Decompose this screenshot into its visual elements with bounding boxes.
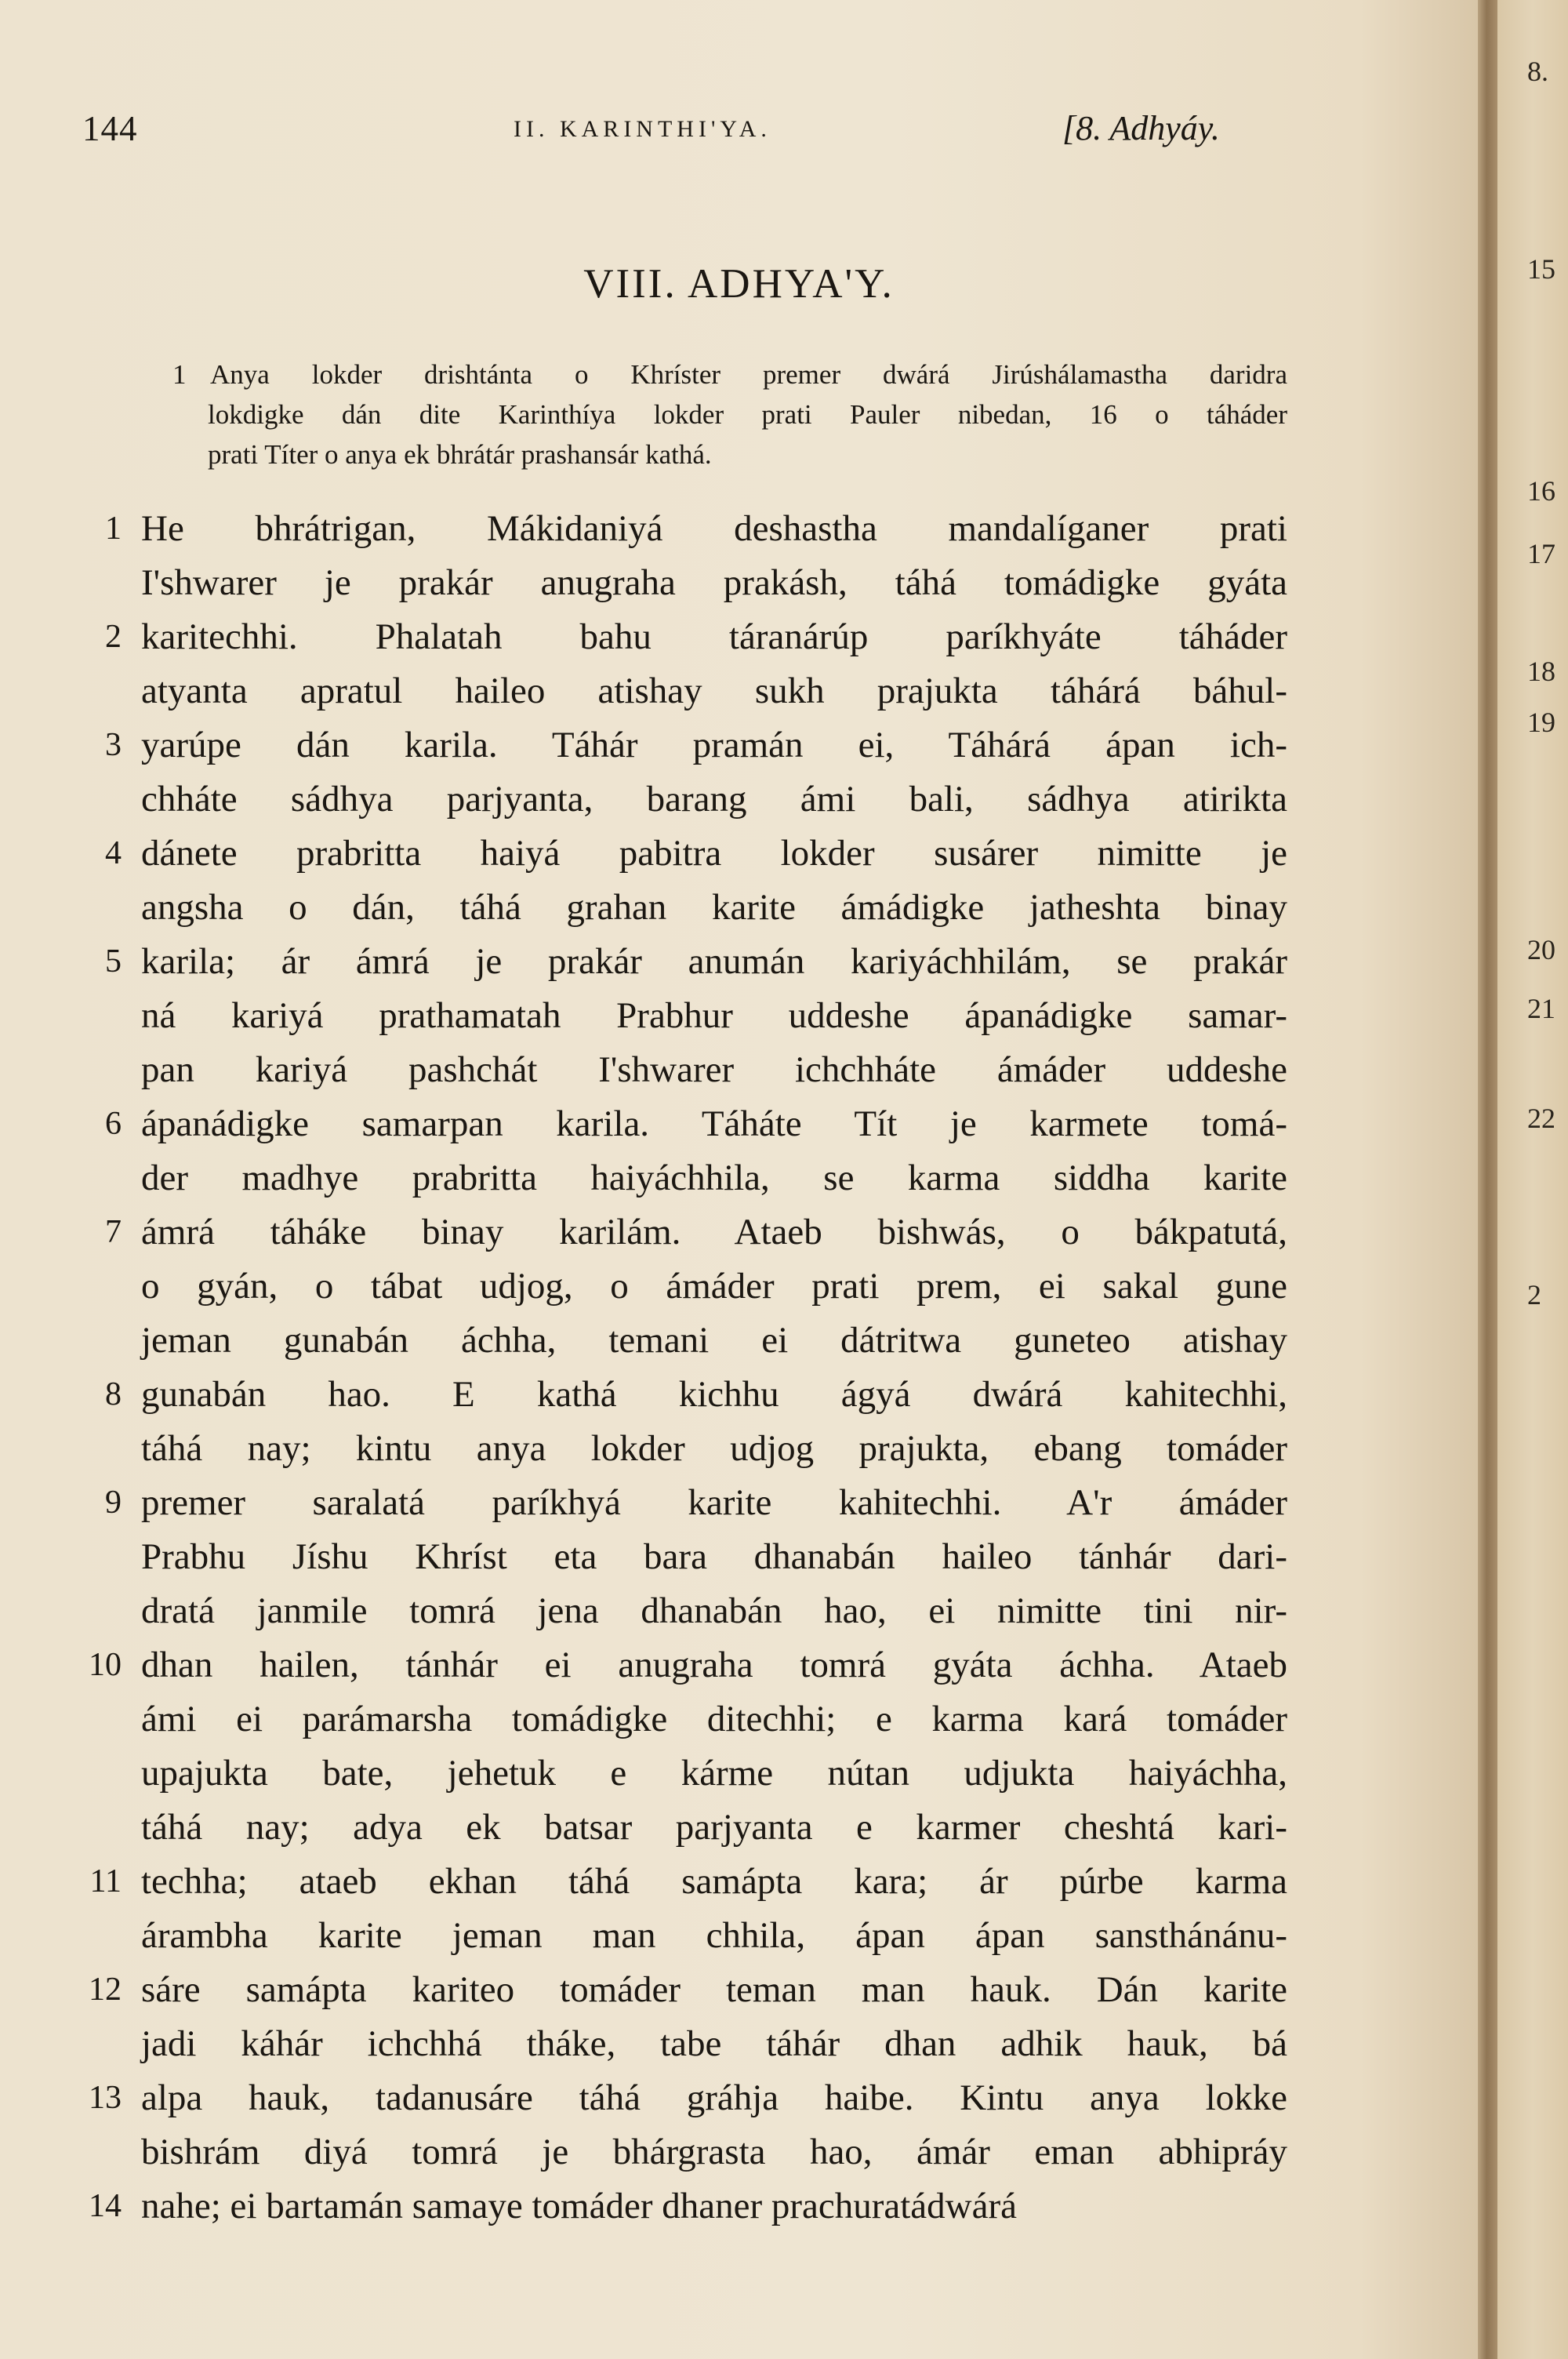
text-line: táhá nay; kintu anya lokder udjog prajukta, ebang tomáder: [141, 1428, 1287, 1469]
text-line: He bhrátrigan, Mákidaniyá deshastha mandalíganer prati: [141, 508, 1287, 549]
text-line: ná kariyá prathamatah Prabhur uddeshe ápanádigke samar-: [141, 995, 1287, 1036]
text-line: dánete prabritta haiyá pabitra lokder susárer nimitte je: [141, 833, 1287, 874]
verse-number: 4: [105, 835, 122, 871]
margin-verse-number: 16: [1527, 475, 1555, 507]
margin-verse-number: 8.: [1527, 56, 1548, 87]
chapter-title: VIII. ADHYA'Y.: [583, 261, 895, 307]
text-line: o gyán, o tábat udjog, o ámáder prati prem, ei sakal gune: [141, 1266, 1287, 1307]
margin-verse-number: 20: [1527, 934, 1555, 965]
verse-number: 14: [89, 2188, 122, 2224]
book-gutter: [1478, 0, 1497, 2359]
text-line: árambha karite jeman man chhila, ápan ápan sansthánánu-: [141, 1915, 1287, 1956]
text-line: pan kariyá pashchát I'shwarer ichchháte ámáder uddeshe: [141, 1049, 1287, 1090]
page-number: 144: [82, 109, 138, 148]
summary-line: lokdigke dán dite Karinthíya lokder prati Pauler nibedan, 16 o táháder: [208, 399, 1287, 430]
verse-number: 11: [89, 1863, 122, 1899]
text-line: alpa hauk, tadanusáre táhá gráhja haibe. Kintu anya lokke: [141, 2077, 1287, 2118]
chapter-summary: [172, 354, 1287, 474]
text-line: dhan hailen, tánhár ei anugraha tomrá gyáta áchha. Ataeb: [141, 1645, 1287, 1685]
text-line: premer saralatá paríkhyá karite kahitechhi. A'r ámáder: [141, 1482, 1287, 1523]
text-line: jadi káhár ichchhá tháke, tabe táhár dhan adhik hauk, bá: [141, 2023, 1287, 2064]
verse-number: 8: [105, 1376, 122, 1412]
verse-number: 13: [89, 2080, 122, 2116]
text-line: nahe; ei bartamán samaye tomáder dhaner prachuratádwárá: [141, 2186, 1017, 2226]
text-line: sáre samápta kariteo tomáder teman man hauk. Dán karite: [141, 1969, 1287, 2010]
margin-verse-number: 17: [1527, 538, 1555, 569]
text-line: angsha o dán, táhá grahan karite ámádigke jatheshta binay: [141, 887, 1287, 928]
text-line: techha; ataeb ekhan táhá samápta kara; ár púrbe karma: [141, 1861, 1287, 1902]
next-page-edge: [1497, 0, 1568, 2359]
verse-number: 6: [105, 1106, 122, 1142]
margin-verse-number: 19: [1527, 707, 1555, 738]
margin-verse-number: 2: [1527, 1279, 1541, 1310]
text-line: ámi ei parámarsha tomádigke ditechhi; e karma kará tomáder: [141, 1699, 1287, 1739]
verse-number: 3: [105, 727, 122, 763]
text-line: der madhye prabritta haiyáchhila, se karma siddha karite: [141, 1158, 1287, 1198]
text-line: gunabán hao. E kathá kichhu ágyá dwárá kahitechhi,: [141, 1374, 1287, 1415]
text-line: upajukta bate, jehetuk e kárme nútan udjukta haiyáchha,: [141, 1753, 1287, 1794]
text-line: ámrá táháke binay karilám. Ataeb bishwás, o bákpatutá,: [141, 1212, 1287, 1252]
text-line: ápanádigke samarpan karila. Táháte Tít je karmete tomá-: [141, 1103, 1287, 1144]
text-line: karila; ár ámrá je prakár anumán kariyáchhilám, se prakár: [141, 941, 1287, 982]
text-line: bishrám diyá tomrá je bhárgrasta hao, ámár eman abhipráy: [141, 2132, 1287, 2172]
verse-number: 12: [89, 1972, 122, 2008]
text-line: yarúpe dán karila. Táhár pramán ei, Táhárá ápan ich-: [141, 725, 1287, 765]
summary-line: Anya lokder drishtánta o Khríster premer dwárá Jirúshálamastha daridra: [210, 359, 1287, 390]
text-line: táhá nay; adya ek batsar parjyanta e karmer cheshtá kari-: [141, 1807, 1287, 1848]
chapter-reference: [8. Adhyáy.: [1062, 109, 1220, 147]
text-line: dratá janmile tomrá jena dhanabán hao, ei nimitte tini nir-: [141, 1590, 1287, 1631]
margin-verse-number: 18: [1527, 656, 1555, 687]
margin-verse-number: 15: [1527, 253, 1555, 285]
summary-line: prati Títer o anya ek bhrátár prashansár kathá.: [208, 439, 712, 470]
margin-verse-number: 21: [1527, 993, 1555, 1024]
text-line: atyanta apratul haileo atishay sukh prajukta táhárá báhul-: [141, 671, 1287, 711]
text-line: jeman gunabán áchha, temani ei dátritwa guneteo atishay: [141, 1320, 1287, 1361]
verse-number: 2: [105, 619, 122, 655]
summary-marker: 1: [172, 359, 187, 390]
verse-number: 9: [105, 1485, 122, 1521]
text-line: karitechhi. Phalatah bahu táranárúp paríkhyáte táháder: [141, 616, 1287, 657]
verse-number: 5: [105, 943, 122, 980]
margin-verse-number: 22: [1527, 1103, 1555, 1134]
text-line: Prabhu Jíshu Khríst eta bara dhanabán haileo tánhár dari-: [141, 1536, 1287, 1577]
text-line: I'shwarer je prakár anugraha prakásh, táhá tomádigke gyáta: [141, 562, 1287, 603]
verse-number: 7: [105, 1214, 122, 1250]
verse-number: 10: [89, 1647, 122, 1683]
running-title: II. KARINTHI'YA.: [514, 116, 771, 142]
text-line: chháte sádhya parjyanta, barang ámi bali, sádhya atirikta: [141, 779, 1287, 820]
verse-number: 1: [105, 511, 122, 547]
